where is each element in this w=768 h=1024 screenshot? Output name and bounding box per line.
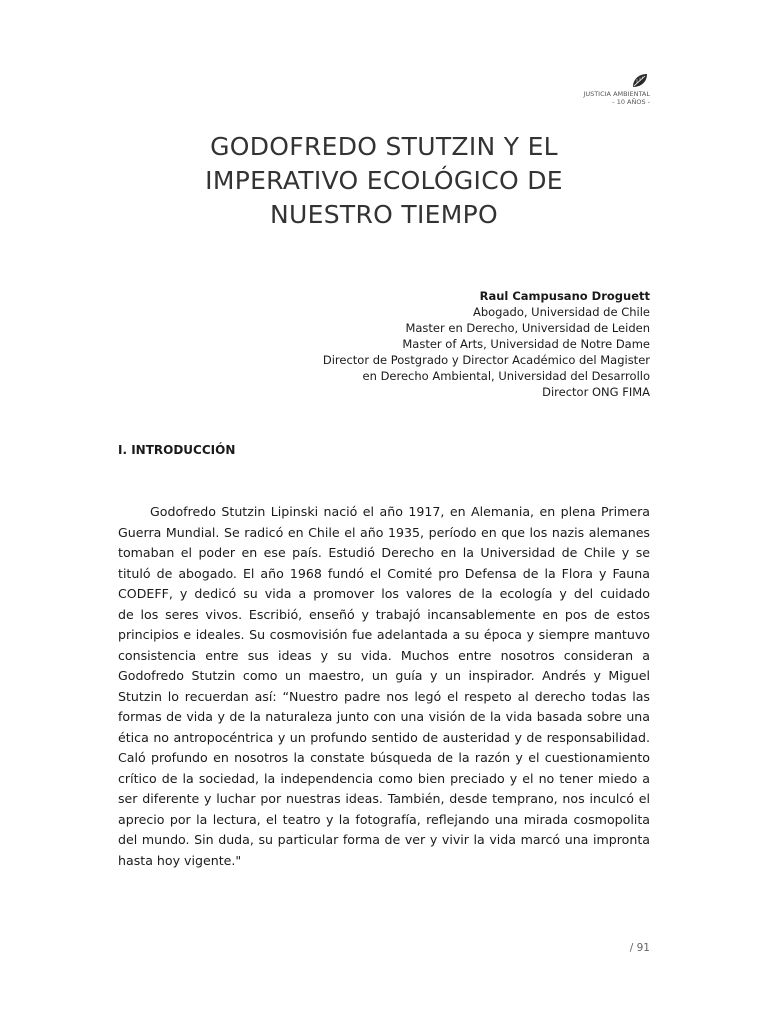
author-affiliation: Director ONG FIMA — [542, 385, 650, 399]
paragraph-line: Godofredo Stutzin Lipinski nació el año 1917, en Alemania, en plena Primera — [150, 504, 650, 519]
paragraph-line: ser diferente y luchar por nuestras ideas. También, desde temprano, nos inculcó el — [118, 791, 650, 806]
paragraph-line: tomaban el poder en ese país. Estudió Derecho en la Universidad de Chile y se — [118, 545, 650, 560]
leaf-icon — [631, 73, 649, 89]
article-title — [118, 130, 650, 232]
paragraph-line: formas de vida y de la naturaleza junto con una visión de la vida basada sobre una — [118, 709, 650, 724]
title-line: GODOFREDO STUTZIN Y EL — [210, 132, 558, 161]
paragraph-line: de los seres vivos. Escribió, enseñó y trabajó incansablemente en pos de estos — [118, 606, 650, 622]
journal-name — [583, 90, 650, 106]
paragraph-line: ética no antropocéntrica y un profundo sentido de austeridad y de responsabilidad. — [118, 729, 650, 745]
author-affiliation: Master en Derecho, Universidad de Leiden — [405, 321, 650, 335]
author-block — [250, 288, 650, 400]
body-paragraph — [118, 502, 650, 871]
paragraph-line: del mundo. Sin duda, su particular forma de ver y vivir la vida marcó una impronta — [118, 832, 650, 847]
author-affiliation: Master of Arts, Universidad de Notre Dame — [402, 337, 650, 351]
title-line: NUESTRO TIEMPO — [270, 200, 498, 229]
paragraph-line: aprecio por la lectura, el teatro y la fotografía, reflejando una mirada cosmopolita — [118, 811, 650, 827]
author-affiliation: Director de Postgrado y Director Académico del Magister — [322, 353, 650, 367]
section-heading: I. INTRODUCCIÓN — [118, 443, 236, 457]
title-line: IMPERATIVO ECOLÓGICO DE — [205, 166, 563, 195]
paragraph-line: hasta hoy vigente." — [118, 852, 242, 868]
paragraph-line: Godofredo Stutzin como un maestro, un guía y un inspirador. Andrés y Miguel — [118, 668, 650, 683]
paragraph-line: crítico de la sociedad, la independencia como bien preciado y el no tener miedo a — [118, 770, 650, 786]
paragraph-line: tituló de abogado. El año 1968 fundó el Comité pro Defensa de la Flora y Fauna — [118, 565, 650, 581]
paragraph-line: consistencia entre sus ideas y su vida. Muchos entre nosotros consideran a — [118, 647, 650, 663]
paragraph-line: principios e ideales. Su cosmovisión fue adelantada a su época y siempre mantuvo — [118, 627, 650, 642]
page-number: / 91 — [629, 942, 650, 954]
paragraph-line: Guerra Mundial. Se radicó en Chile el año 1935, período en que los nazis alemanes — [118, 524, 650, 540]
journal-line-2: - 10 AÑOS - — [612, 98, 650, 106]
paragraph-line: Caló profundo en nosotros la constate búsqueda de la razón y el cuestionamiento — [118, 750, 650, 765]
author-name: Raul Campusano Droguett — [479, 289, 650, 303]
paragraph-line: CODEFF, y dedicó su vida a promover los valores de la ecología y del cuidado — [118, 586, 650, 601]
journal-line-1: JUSTICIA AMBIENTAL — [583, 90, 650, 98]
paragraph-line: Stutzin lo recuerdan así: “Nuestro padre nos legó el respeto al derecho todas las — [118, 688, 650, 704]
author-affiliation: Abogado, Universidad de Chile — [472, 305, 650, 319]
author-affiliation: en Derecho Ambiental, Universidad del Desarrollo — [362, 369, 650, 383]
